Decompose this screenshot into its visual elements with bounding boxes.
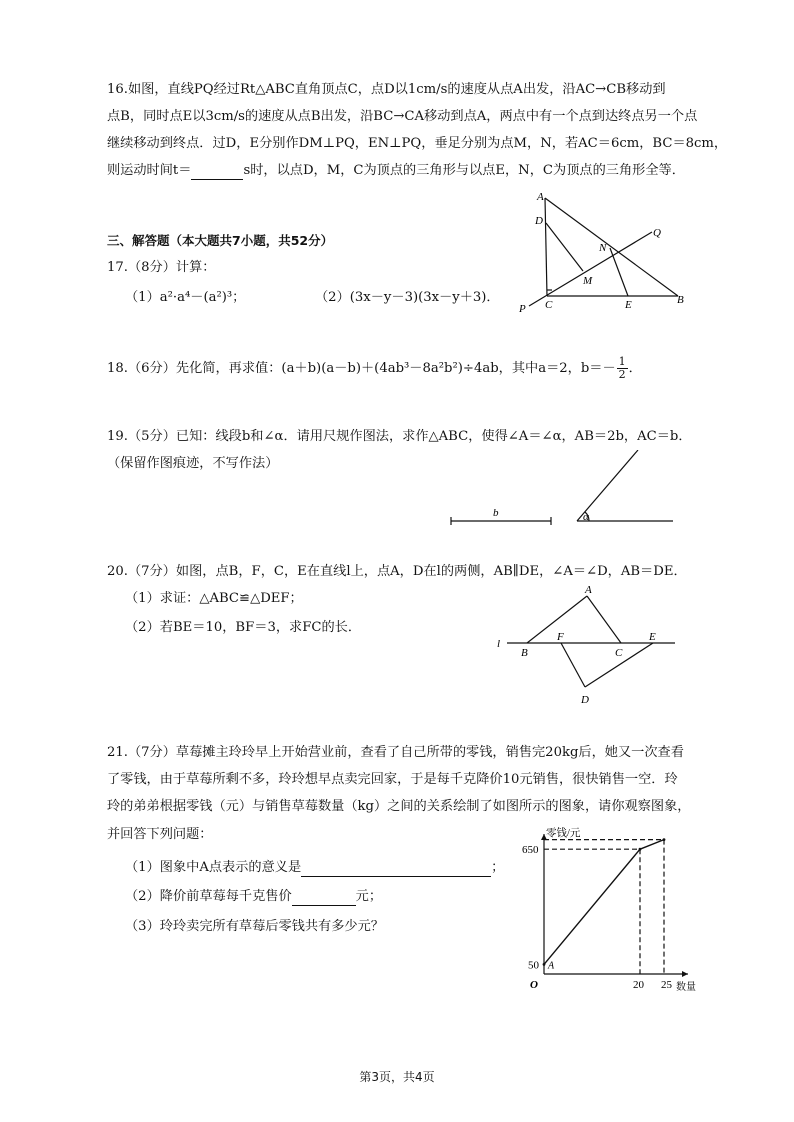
y-tick-label-650: 650 [522, 844, 539, 857]
x-axis-arrow [682, 971, 688, 977]
point-a-label: A [548, 960, 555, 972]
q21-line1: 21.（7分）草莓摊主玲玲早上开始营业前，查看了自己所带的零钱，销售完20kg后，她又一次查看 [107, 745, 684, 760]
series-segment [640, 840, 664, 850]
fig16-label-b: B [677, 294, 684, 306]
y-axis-title: 零钱/元 [546, 828, 581, 839]
q20-part1: （1）求证：△ABC≌△DEF； [125, 591, 303, 606]
q18-text [107, 356, 642, 381]
fig16-label-n: N [599, 242, 607, 254]
q16-line4-start: 则运动时间t＝ [107, 163, 192, 178]
q16-figure [515, 188, 695, 313]
q19-line2: （保留作图痕迹，不写作法） [107, 456, 279, 471]
segment-fd [561, 643, 585, 687]
q17-part1: （1）a²·a⁴－(a²)³； [125, 290, 246, 305]
q18-frac-num: 1 [618, 355, 626, 368]
q21-part2 [125, 888, 382, 906]
q16-line2: 点B，同时点E以3cm/s的速度从点B出发，沿BC→CA移动到点A，两点中有一个点到达终点另一个点 [107, 109, 698, 124]
segment-ac [587, 596, 621, 643]
fig16-label-p: P [519, 303, 526, 313]
fig16-label-m: M [583, 275, 593, 287]
series-segment [544, 849, 640, 964]
q16-line3: 继续移动到终点．过D，E分别作DM⊥PQ，EN⊥PQ，垂足分别为点M，N，若AC＝6cm，BC＝8cm， [107, 136, 728, 151]
line-pq [529, 232, 652, 306]
q21-line4: 并回答下列问题： [107, 827, 213, 842]
q18-frac-den: 2 [618, 368, 626, 381]
fig16-label-a: A [537, 191, 544, 203]
segment-b-label: b [493, 507, 499, 519]
fig20-label-l: l [497, 638, 501, 650]
q21-chart [520, 826, 700, 996]
q21-line2: 了零钱，由于草莓所剩不多，玲玲想早点卖完回家，于是每千克降价10元销售，很快销售一空．玲 [107, 772, 678, 787]
fig20-label-c: C [615, 647, 623, 659]
q21-part2-end: 元； [355, 889, 383, 904]
q21-part2-text: （2）降价前草莓每千克售价 [125, 889, 292, 904]
q17-part2: （2）(3x－y－3)(3x－y＋3)． [315, 290, 500, 305]
fig16-label-q: Q [653, 227, 661, 239]
fig20-label-d: D [581, 694, 589, 706]
x-tick-label-25: 25 [661, 979, 672, 991]
q21-part1-blank[interactable] [301, 876, 491, 877]
segment-ac [545, 198, 547, 296]
q21-line3: 玲的弟弟根据零钱（元）与销售草莓数量（kg）之间的关系绘制了如图所示的图象，请你观察图象， [107, 799, 691, 814]
q19-figure [445, 450, 685, 530]
segment-dm [546, 223, 583, 271]
y-tick-label-50: 50 [528, 959, 539, 972]
q16-line4 [107, 162, 685, 180]
q16-line1: 16.如图，直线PQ经过Rt△ABC直角顶点C，点D以1cm/s的速度从点A出发，沿AC→CB移动到 [107, 82, 666, 97]
fig16-label-c: C [545, 299, 553, 311]
q21-part1-end: ； [491, 860, 505, 875]
origin-label: O [530, 979, 538, 991]
page-footer: 第3页，共4页 [359, 1070, 435, 1084]
x-axis-title: 数量 [676, 982, 696, 993]
q21-part3: （3）玲玲卖完所有草莓后零钱共有多少元？ [125, 919, 384, 934]
data-point [543, 963, 546, 966]
section-3-heading: 三、解答题（本大题共7小题，共52分） [107, 233, 334, 248]
segment-en [610, 248, 628, 296]
q17-stem: 17.（8分）计算： [107, 260, 216, 275]
data-point [639, 848, 642, 851]
fig20-label-a: A [585, 584, 592, 596]
q21-part2-blank[interactable] [292, 905, 356, 906]
fig20-label-b: B [521, 647, 528, 659]
q18-end: ． [628, 361, 642, 376]
q20-part2: （2）若BE＝10，BF＝3，求FC的长． [125, 620, 362, 635]
fig16-label-e: E [625, 299, 632, 311]
fig16-label-d: D [535, 215, 543, 227]
q21-part1-text: （1）图象中A点表示的意义是 [125, 860, 302, 875]
q16-answer-blank[interactable] [191, 179, 243, 180]
data-point [663, 838, 666, 841]
q19-line1: 19.（5分）已知：线段b和∠α．请用尺规作图法，求作△ABC，使得∠A＝∠α，AB＝2b，AC＝b． [107, 429, 692, 444]
q18-fraction [617, 356, 628, 381]
fig20-label-f: F [557, 631, 564, 643]
angle-alpha-label: α [583, 511, 589, 523]
q18-main: 18.（6分）先化简，再求值：(a＋b)(a－b)＋(4ab³－8a²b²)÷4ab，其中a＝2，b＝－ [107, 361, 616, 376]
q20-figure [495, 580, 685, 710]
q21-part1 [125, 859, 504, 877]
q16-line4-end: s时，以点D，M，C为顶点的三角形与以点E，N，C为顶点的三角形全等． [243, 163, 685, 178]
fig20-label-e: E [649, 631, 656, 643]
x-tick-label-20: 20 [633, 979, 644, 991]
q20-stem: 20.（7分）如图，点B，F，C，E在直线l上，点A，D在l的两侧，AB∥DE，∠A＝∠D，AB＝DE． [107, 564, 687, 579]
